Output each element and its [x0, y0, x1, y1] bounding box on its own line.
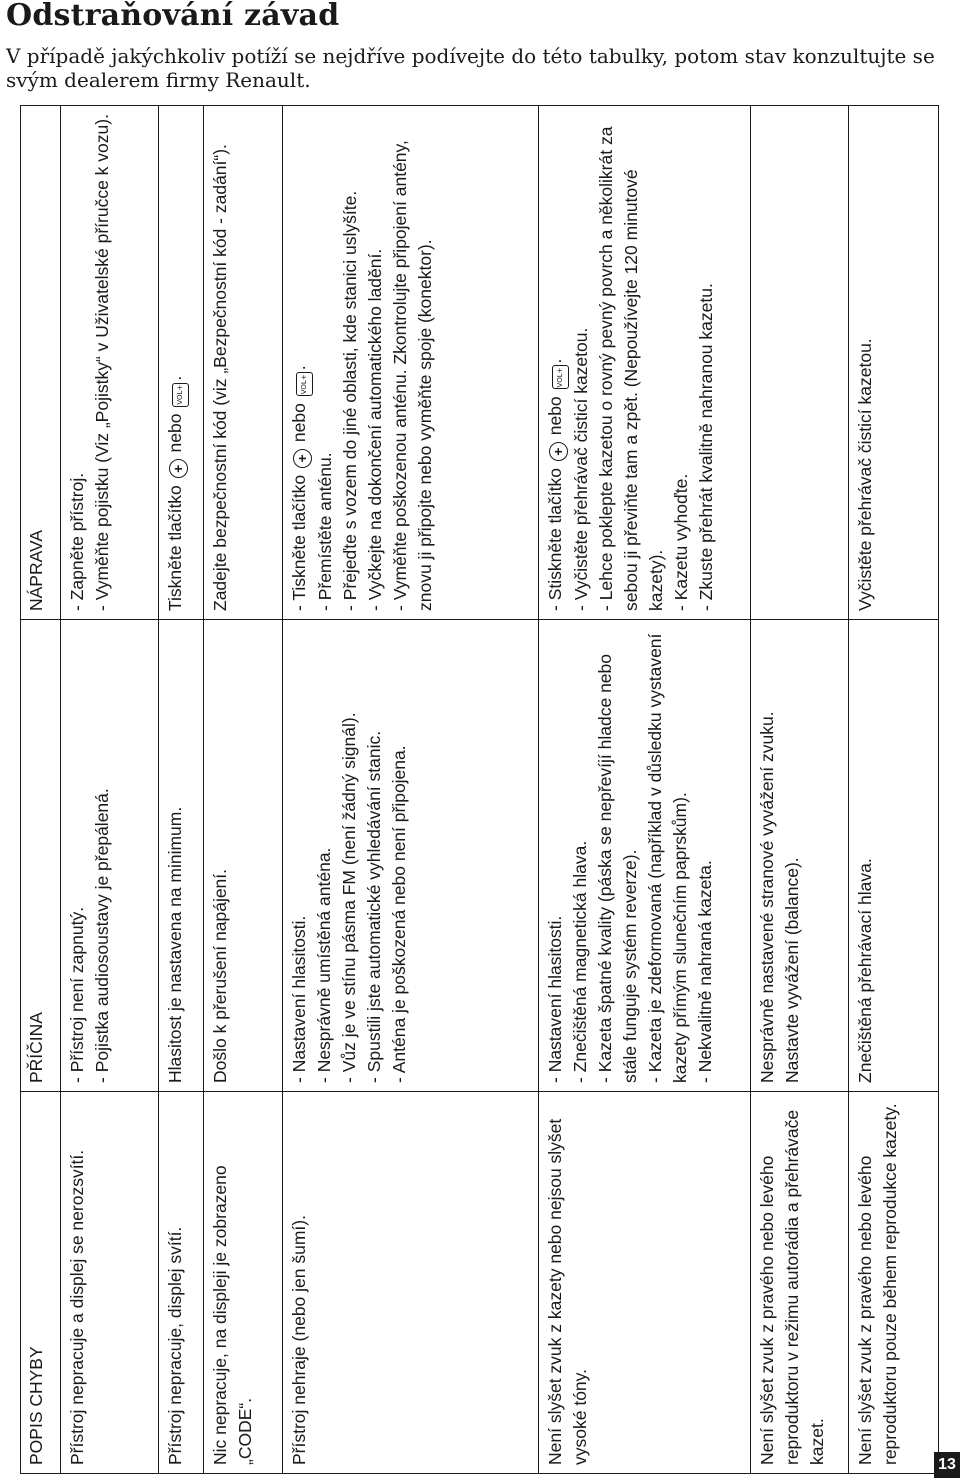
remedy-text-or: nebo [289, 403, 309, 443]
description-text: Přístroj nepracuje, displej svítí. [165, 1226, 185, 1465]
remedy-text: Zadejte bezpečnostní kód (viz „Bezpečnostní kód - zadání“). [210, 144, 230, 611]
cause-text: - Přístroj není zapnutý. - Pojistka audiosoustavy je přepálená. [67, 788, 112, 1083]
cause-text: Nesprávně nastavené stranové vyvážení zvuku. Nastavte vyvážení (balance). [757, 711, 802, 1083]
header-description: POPIS CHYBY [21, 1092, 61, 1474]
remedy-text-rest: - Přemístěte anténu. - Přejeďte s vozem do jiné oblasti, kde stanici uslyšíte. - Vyčkejte na dokončení automatického ladění. - Vyměňte poškozenou anténu. Zkontrolujte připojení antény, znovu ji připojte nebo vyměňte spoje (konektor). [315, 140, 435, 611]
remedy-text-end: . [165, 375, 185, 381]
remedy-cell [283, 106, 539, 620]
cause-cell [61, 620, 159, 1092]
table-row [204, 106, 283, 1474]
description-text: Přístroj nehraje (nebo jen šumí). [289, 1215, 309, 1465]
page-number: 13 [934, 1452, 960, 1478]
remedy-text-start: Tiskněte tlačítko [165, 485, 185, 611]
table-row [159, 106, 204, 1474]
description-cell [204, 1092, 283, 1474]
cause-text: Došlo k přerušení napájení. [210, 868, 230, 1083]
remedy-text-end: . [545, 358, 565, 364]
cause-cell [849, 620, 939, 1092]
description-text: Přístroj nepracuje a displej se nerozsvítí. [67, 1149, 87, 1465]
remedy-cell [61, 106, 159, 620]
intro-text: V případě jakýchkoliv potíží se nejdříve podívejte do této tabulky, potom stav konzultujte se svým dealerem firmy Renault. [6, 44, 935, 92]
description-cell [159, 1092, 204, 1474]
page-title: Odstraňování závad [6, 0, 340, 33]
plus-knob-icon: + [169, 459, 188, 478]
plus-knob-icon: + [293, 449, 312, 468]
remedy-text: - Zapněte přístroj. - Vyměňte pojistku (Viz „Pojistky“ v Uživatelské příručce k vozu). [67, 114, 112, 611]
volume-key-icon: VOL+ [552, 365, 569, 389]
header-remedy: NÁPRAVA [21, 106, 61, 620]
cause-cell [283, 620, 539, 1092]
remedy-cell [849, 106, 939, 620]
description-text: Není slyšet zvuk z pravého nebo levého reproduktoru v režimu autorádia a přehrávače kazet. [757, 1109, 827, 1465]
cause-cell [159, 620, 204, 1092]
description-cell [751, 1092, 849, 1474]
remedy-cell [539, 106, 751, 620]
remedy-text-start: - Tiskněte tlačítko [289, 474, 309, 611]
table-row [539, 106, 751, 1474]
description-cell [61, 1092, 159, 1474]
troubleshooting-table [20, 105, 939, 1474]
cause-cell [751, 620, 849, 1092]
remedy-text-rest: - Vyčistěte přehrávač čisticí kazetou. - Lehce poklepte kazetou o rovný pevný povrch a několikrát za sebou ji převiňte tam a zpět. (Nepoužívejte 120 minutové kazety). - Kazetu vyhoďte. - Zkuste přehrát kvalitně nahranou kazetu. [571, 126, 716, 611]
volume-key-icon: VOL+ [172, 383, 189, 407]
plus-knob-icon: + [549, 442, 568, 461]
cause-text: Znečištěná přehrávací hlava. [855, 858, 875, 1083]
header-cause: PŘÍČINA [21, 620, 61, 1092]
description-cell [283, 1092, 539, 1474]
table-row [61, 106, 159, 1474]
troubleshooting-table-rotated [20, 106, 932, 1474]
remedy-text-or: nebo [545, 396, 565, 436]
description-text: Není slyšet zvuk z pravého nebo levého reproduktoru pouze během reprodukce kazety. [855, 1103, 900, 1465]
description-text: Není slyšet zvuk z kazety nebo nejsou slyšet vysoké tóny. [545, 1118, 590, 1465]
description-cell [539, 1092, 751, 1474]
table-row [283, 106, 539, 1474]
cause-text: - Nastavení hlasitosti. - Nesprávně umístěná anténa. - Vůz je ve stínu pásma FM (není žádný signál). - Spustili jste automatické vyhledávání stanic. - Anténa je poškozená nebo není připojena. [289, 712, 409, 1083]
remedy-cell [159, 106, 204, 620]
volume-key-icon: VOL+ [296, 372, 313, 396]
cause-cell [539, 620, 751, 1092]
cause-cell [204, 620, 283, 1092]
remedy-text-start: - Stiskněte tlačítko [545, 468, 565, 611]
description-text: Nic nepracuje, na displeji je zobrazeno „CODE“. [210, 1165, 255, 1465]
table-header-row [21, 106, 61, 1474]
cause-text: - Nastavení hlasitosti. - Znečištěná magnetická hlava. - Kazeta špatné kvality (páska se nepřevíjí hladce nebo stále funguje systém reverze). - Kazeta je zdeformovaná (například v důsledku vystavení kazety přímým slunečním paprskům). - Nekvalitně nahraná kazeta. [545, 633, 715, 1083]
table-row [751, 106, 849, 1474]
cause-text: Hlasitost je nastavena na minimum. [165, 806, 185, 1083]
remedy-text: Vyčistěte přehrávač čisticí kazetou. [855, 338, 875, 611]
description-cell [849, 1092, 939, 1474]
remedy-text-end: . [289, 365, 309, 371]
remedy-cell [751, 106, 849, 620]
table-row [849, 106, 939, 1474]
remedy-cell [204, 106, 283, 620]
remedy-text-or: nebo [165, 413, 185, 453]
